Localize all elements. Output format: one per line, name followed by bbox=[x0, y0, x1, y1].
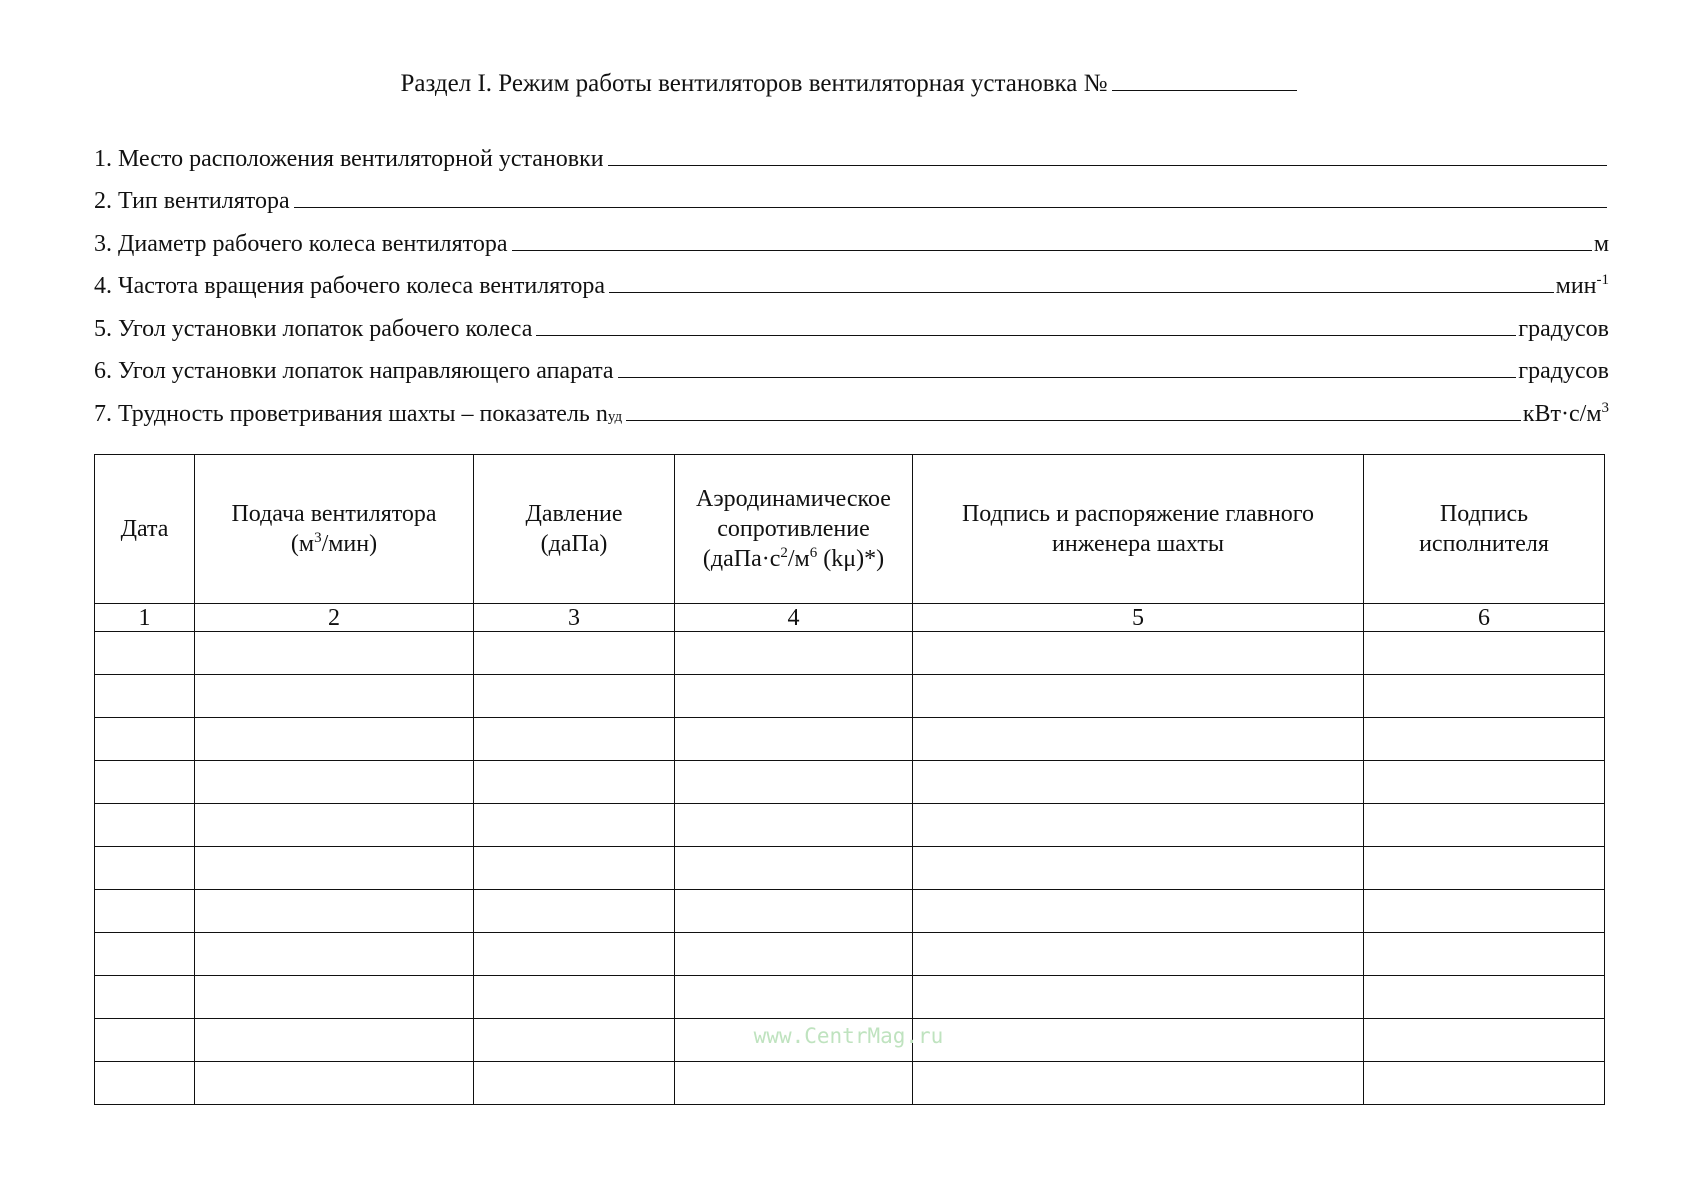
field-label: 1. Место расположения вентиляторной установки bbox=[94, 145, 604, 172]
column-number-row bbox=[95, 604, 1605, 632]
table-cell[interactable] bbox=[675, 632, 913, 675]
table-cell[interactable] bbox=[474, 890, 675, 933]
table-cell[interactable] bbox=[95, 890, 195, 933]
table-row bbox=[95, 1062, 1605, 1105]
table-cell[interactable] bbox=[195, 976, 474, 1019]
table-row bbox=[95, 632, 1605, 675]
table-cell[interactable] bbox=[675, 890, 913, 933]
table-cell[interactable] bbox=[95, 804, 195, 847]
field-unit: $кВт\cdot с/м^3$ bbox=[1522, 399, 1609, 427]
table-cell[interactable] bbox=[675, 675, 913, 718]
table-cell[interactable] bbox=[474, 804, 675, 847]
table-cell[interactable] bbox=[675, 847, 913, 890]
table-cell[interactable] bbox=[675, 761, 913, 804]
table-cell[interactable] bbox=[195, 632, 474, 675]
table-cell[interactable] bbox=[913, 675, 1364, 718]
table-cell[interactable] bbox=[95, 675, 195, 718]
field-wheel-diameter bbox=[94, 215, 1609, 258]
table-cell[interactable] bbox=[474, 675, 675, 718]
column-number: 1 bbox=[95, 604, 195, 632]
field-blank-line[interactable] bbox=[294, 206, 1607, 208]
section-title-text: Раздел I. Режим работы вентиляторов вентиляторная установка № bbox=[400, 70, 1108, 97]
table-row bbox=[95, 890, 1605, 933]
table-cell[interactable] bbox=[1364, 804, 1605, 847]
field-label: 4. Частота вращения рабочего колеса вентилятора bbox=[94, 273, 606, 299]
field-unit: градусов bbox=[1518, 358, 1609, 384]
table-cell[interactable] bbox=[95, 718, 195, 761]
table-cell[interactable] bbox=[195, 718, 474, 761]
table-cell[interactable] bbox=[195, 890, 474, 933]
table-cell[interactable] bbox=[1364, 847, 1605, 890]
table-cell[interactable] bbox=[95, 761, 195, 804]
field-rotation-frequency bbox=[94, 258, 1609, 301]
table-cell[interactable] bbox=[913, 1062, 1364, 1105]
table-cell[interactable] bbox=[474, 761, 675, 804]
table-cell[interactable] bbox=[474, 632, 675, 675]
table-cell[interactable] bbox=[675, 976, 913, 1019]
field-blade-angle bbox=[94, 300, 1609, 343]
field-label: 2. Тип вентилятора bbox=[94, 188, 290, 214]
table-cell[interactable] bbox=[1364, 675, 1605, 718]
field-label: 5. Угол установки лопаток рабочего колеса bbox=[94, 315, 533, 342]
table-cell[interactable] bbox=[913, 718, 1364, 761]
field-blank-line[interactable] bbox=[609, 291, 1554, 293]
table-cell[interactable] bbox=[675, 933, 913, 976]
field-label: 6. Угол установки лопаток направляющего апарата bbox=[94, 358, 614, 384]
field-location bbox=[94, 130, 1609, 173]
table-cell[interactable] bbox=[474, 976, 675, 1019]
table-row bbox=[95, 847, 1605, 890]
field-ventilation-difficulty bbox=[94, 385, 1609, 428]
installation-number-blank[interactable] bbox=[1112, 70, 1297, 91]
table-cell[interactable] bbox=[95, 976, 195, 1019]
field-label: 7. Трудность проветривания шахты – показатель nуд bbox=[94, 400, 623, 427]
table-cell[interactable] bbox=[1364, 718, 1605, 761]
table-cell[interactable] bbox=[474, 933, 675, 976]
table-cell[interactable] bbox=[675, 1062, 913, 1105]
column-number: 4 bbox=[675, 604, 913, 632]
table-cell[interactable] bbox=[474, 1062, 675, 1105]
table-row bbox=[95, 675, 1605, 718]
table-header-row bbox=[95, 455, 1605, 604]
table-cell[interactable] bbox=[913, 804, 1364, 847]
fields-list bbox=[94, 130, 1609, 428]
col-header-engineer-signature: Подпись и распоряжение главного инженера шахты bbox=[913, 455, 1364, 604]
column-number: 2 bbox=[195, 604, 474, 632]
watermark: www.CentrMag.ru bbox=[753, 1024, 944, 1048]
table-cell[interactable] bbox=[913, 933, 1364, 976]
table-cell[interactable] bbox=[195, 847, 474, 890]
table-cell[interactable] bbox=[913, 976, 1364, 1019]
field-blank-line[interactable] bbox=[618, 376, 1517, 378]
table-row bbox=[95, 761, 1605, 804]
table-row bbox=[95, 718, 1605, 761]
field-blank-line[interactable] bbox=[512, 249, 1592, 251]
table-cell[interactable] bbox=[1364, 976, 1605, 1019]
table-cell[interactable] bbox=[195, 804, 474, 847]
table-cell[interactable] bbox=[1364, 933, 1605, 976]
table-cell[interactable] bbox=[474, 718, 675, 761]
table-cell[interactable] bbox=[1364, 632, 1605, 675]
table-row bbox=[95, 976, 1605, 1019]
field-unit: мин$^{-1}$ bbox=[1555, 272, 1609, 299]
table-cell[interactable] bbox=[195, 675, 474, 718]
table-row bbox=[95, 804, 1605, 847]
field-guide-vane-angle bbox=[94, 343, 1609, 386]
field-unit: градусов bbox=[1518, 315, 1609, 342]
table-cell[interactable] bbox=[95, 933, 195, 976]
table-cell[interactable] bbox=[913, 761, 1364, 804]
table-cell[interactable] bbox=[913, 847, 1364, 890]
col-header-pressure: Давление (даПа) bbox=[474, 455, 675, 604]
field-blank-line[interactable] bbox=[608, 164, 1607, 166]
field-blank-line[interactable] bbox=[626, 419, 1521, 421]
field-fan-type bbox=[94, 173, 1609, 216]
table-cell[interactable] bbox=[675, 718, 913, 761]
table-cell[interactable] bbox=[195, 761, 474, 804]
table-row bbox=[95, 933, 1605, 976]
table-cell[interactable] bbox=[675, 804, 913, 847]
field-blank-line[interactable] bbox=[536, 334, 1516, 336]
table-cell[interactable] bbox=[95, 1062, 195, 1105]
col-header-resistance: Аэродинамическое сопротивление ($даПа\cdot с^2/м^6$ (kμ)*) bbox=[675, 455, 913, 604]
col-header-executor-signature: Подпись исполнителя bbox=[1364, 455, 1605, 604]
table-cell[interactable] bbox=[95, 847, 195, 890]
column-number: 3 bbox=[474, 604, 675, 632]
column-number: 5 bbox=[913, 604, 1364, 632]
section-title bbox=[0, 70, 1697, 98]
table-cell[interactable] bbox=[913, 890, 1364, 933]
table-cell[interactable] bbox=[1364, 1062, 1605, 1105]
table-cell[interactable] bbox=[474, 847, 675, 890]
table-cell[interactable] bbox=[1364, 890, 1605, 933]
col-header-supply: Подача вентилятора $(м^3/мин)$ bbox=[195, 455, 474, 604]
table-cell[interactable] bbox=[195, 1062, 474, 1105]
col-header-date: Дата bbox=[95, 455, 195, 604]
table-cell[interactable] bbox=[913, 632, 1364, 675]
table-cell[interactable] bbox=[195, 933, 474, 976]
table-cell[interactable] bbox=[1364, 761, 1605, 804]
column-number: 6 bbox=[1364, 604, 1605, 632]
field-label: 3. Диаметр рабочего колеса вентилятора bbox=[94, 230, 508, 257]
table-cell[interactable] bbox=[95, 632, 195, 675]
fan-mode-table bbox=[94, 454, 1605, 1105]
field-unit: м bbox=[1593, 230, 1609, 257]
